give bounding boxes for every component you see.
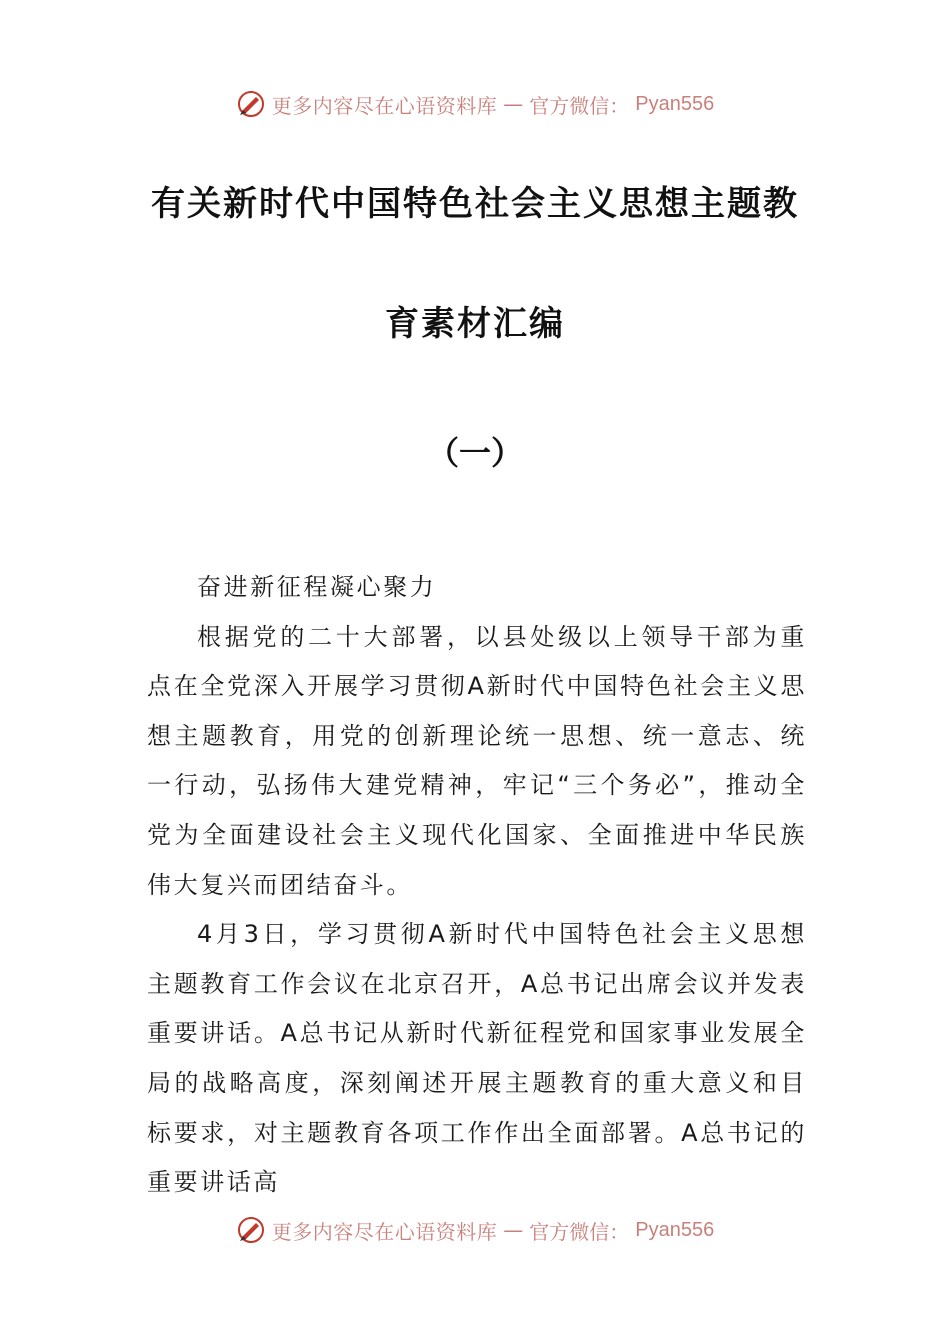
- header-banner: [0, 84, 950, 124]
- banner-wechat-id: Pyan556: [635, 1218, 715, 1241]
- banner-wechat-label: 官方微信：: [529, 93, 630, 118]
- part-label: （一）: [426, 434, 523, 472]
- banner-separator: —: [503, 1218, 524, 1242]
- document-body: [147, 563, 807, 1208]
- paragraph-1: 根据党的二十大部署，以县处级以上领导干部为重点在全党深入开展学习贯彻A新时代中国特色社会主义思想主题教育，用党的创新理论统一思想、统一意志、统一行动，弘扬伟大建党精神，牢记“三个务必”，推动全党为全面建设社会主义现代化国家、全面推进中华民族伟大复兴而团结奋斗。: [147, 622, 807, 899]
- banner-separator: —: [503, 92, 524, 116]
- pen-logo-icon: [236, 89, 266, 119]
- document-title-line-1: 有关新时代中国特色社会主义思想主题教: [151, 184, 799, 224]
- banner-text: 更多内容尽在心语资料库: [271, 1219, 498, 1244]
- pen-logo-icon: [236, 1215, 266, 1245]
- banner-wechat-id: Pyan556: [635, 92, 715, 115]
- document-title-line-2: 育素材汇编: [385, 304, 565, 344]
- banner-wechat-label: 官方微信：: [529, 1219, 630, 1244]
- section-subtitle: 奋进新征程凝心聚力: [197, 573, 437, 601]
- paragraph-2: 4月3日，学习贯彻A新时代中国特色社会主义思想主题教育工作会议在北京召开，A总书记出席会议并发表重要讲话。A总书记从新时代新征程党和国家事业发展全局的战略高度，深刻阐述开展主题教育的重大意义和目标要求，对主题教育各项工作作出全面部署。A总书记的重要讲话高: [147, 920, 807, 1197]
- footer-banner: [0, 1210, 950, 1250]
- banner-text: 更多内容尽在心语资料库: [271, 93, 498, 118]
